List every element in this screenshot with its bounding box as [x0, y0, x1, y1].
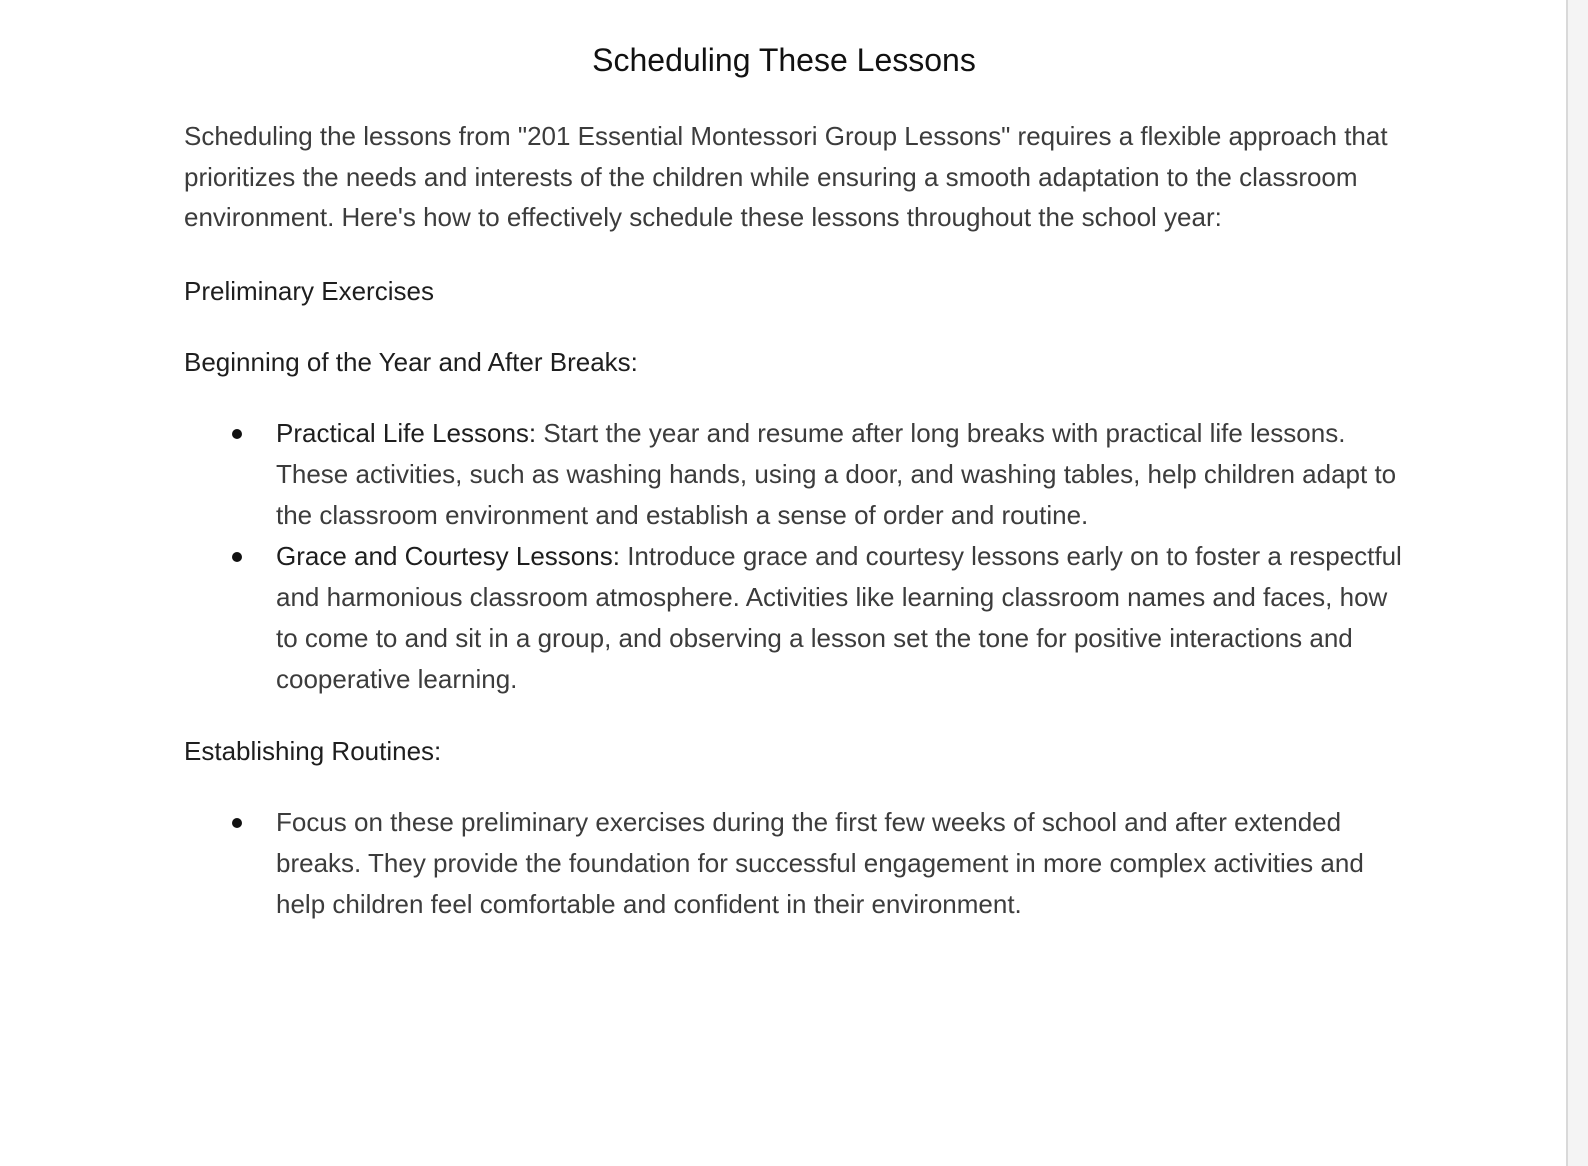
bullet-icon: [232, 818, 242, 828]
list-item-lead: Practical Life Lessons:: [276, 417, 537, 448]
list-item-text: Focus on these preliminary exercises during the first few weeks of school and after extended breaks. They provide the foundation for successful engagement in more complex activities and help children feel comfortable and confident in their environment.: [276, 806, 1364, 919]
list-item-text: Introduce grace and courtesy lessons early on to foster a respectful and harmonious classroom atmosphere. Activities like learning classroom names and faces, how to come to and sit in a group, and observing a lesson set the tone for positive interactions and cooperative learning.: [276, 540, 1402, 694]
bullet-icon: [232, 429, 242, 439]
section-heading-preliminary-exercises: Preliminary Exercises: [184, 275, 434, 306]
list-item: [184, 413, 1404, 536]
list-item-lead: Grace and Courtesy Lessons:: [276, 540, 620, 571]
document-body: [184, 116, 1404, 925]
document-title: Scheduling These Lessons: [592, 42, 976, 78]
intro-paragraph: Scheduling the lessons from "201 Essential Montessori Group Lessons" requires a flexible approach that prioritizes the needs and interests of the children while ensuring a smooth adaptation to the classroom environment. Here's how to effectively schedule these lessons throughout the school year:: [184, 121, 1388, 232]
list-item: [184, 536, 1404, 700]
subsection-heading-beginning-of-year: Beginning of the Year and After Breaks:: [184, 346, 638, 377]
bullet-icon: [232, 552, 242, 562]
scrollbar-gutter[interactable]: [1568, 0, 1588, 1166]
bullet-list-beginning-of-year: [184, 413, 1404, 700]
subsection-heading-establishing-routines: Establishing Routines:: [184, 735, 442, 766]
list-item-text: Start the year and resume after long breaks with practical life lessons. These activities, such as washing hands, using a door, and washing tables, help children adapt to the classroom environment and establish a sense of order and routine.: [276, 417, 1397, 530]
list-item: [184, 802, 1404, 925]
bullet-list-establishing-routines: [184, 802, 1404, 925]
